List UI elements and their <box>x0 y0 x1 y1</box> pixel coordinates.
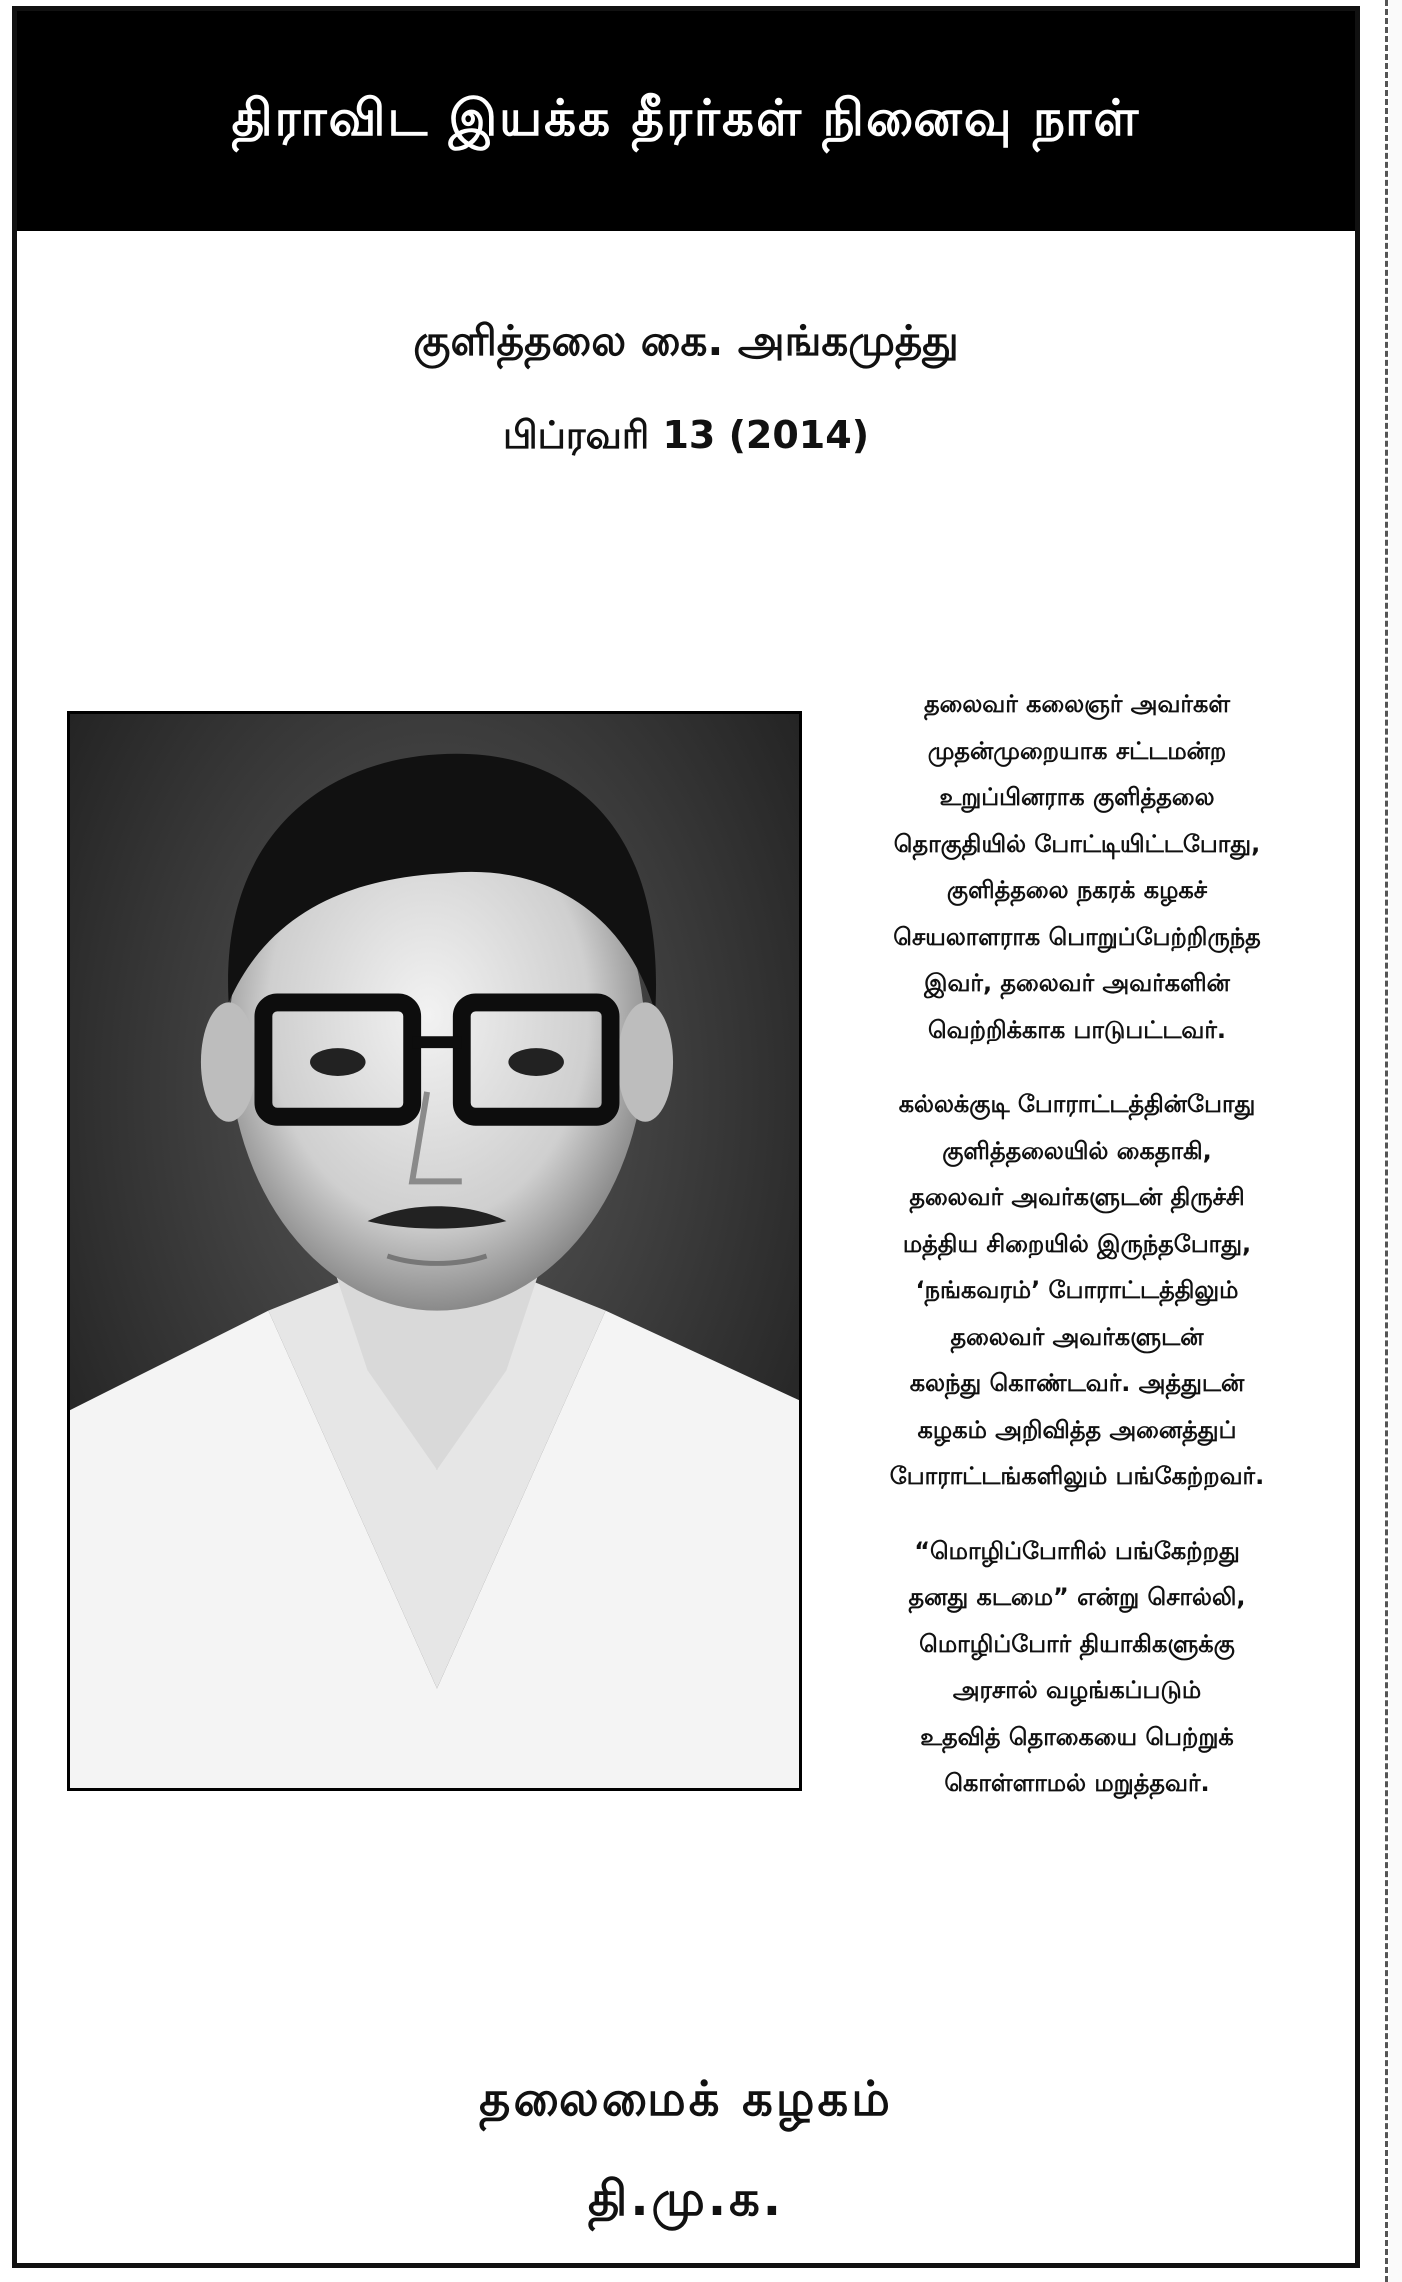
bio-line: செயலாளராக பொறுப்பேற்றிருந்த <box>893 922 1261 951</box>
bio-line: வெற்றிக்காக பாடுபட்டவர். <box>927 1015 1227 1044</box>
banner-title: திராவிட இயக்க தீரர்கள் நினைவு நாள் <box>231 88 1141 147</box>
bio-line: முதன்முறையாக சட்டமன்ற <box>927 736 1227 765</box>
memorial-date: பிப்ரவரி 13 (2014) <box>502 413 870 457</box>
bio-line: கலந்து கொண்டவர். அத்துடன் <box>909 1369 1245 1397</box>
issuing-organization: தலைமைக் கழகம் <box>479 2071 893 2127</box>
title-banner <box>17 11 1355 231</box>
bio-line: இவர், தலைவர் அவர்களின் <box>924 969 1230 997</box>
advertisement-frame <box>12 6 1360 2268</box>
bio-line: கல்லக்குடி போராட்டத்தின்போது <box>898 1090 1256 1118</box>
bio-line: தலைவர் கலைஞர் அவர்கள் <box>924 690 1230 718</box>
bio-line: குளித்தலையில் கைதாகி, <box>942 1136 1212 1165</box>
party-name: தி.மு.க. <box>587 2171 785 2227</box>
bio-line: மொழிப்போர் தியாகிகளுக்கு <box>919 1629 1235 1658</box>
portrait-illustration <box>70 714 799 1788</box>
portrait-photo <box>67 711 802 1791</box>
bio-line: தலைவர் அவர்களுடன் <box>950 1322 1204 1351</box>
biography <box>807 681 1347 1835</box>
bio-paragraph-3 <box>807 1528 1347 1807</box>
adjacent-column-scrap <box>1389 0 1402 2282</box>
bio-line: உதவித் தொகையை பெற்றுக் <box>920 1722 1234 1751</box>
bio-line: உறுப்பினராக குளித்தலை <box>939 783 1215 811</box>
bio-line: தொகுதியில் போட்டியிட்டபோது, <box>893 829 1261 858</box>
bio-line: கொள்ளாமல் மறுத்தவர். <box>944 1769 1210 1797</box>
person-name: குளித்தலை கை. அங்கமுத்து <box>413 316 959 365</box>
bio-line: கழகம் அறிவித்த அனைத்துப் <box>917 1415 1237 1444</box>
bio-line: போராட்டங்களிலும் பங்கேற்றவர். <box>889 1462 1265 1490</box>
cut-line <box>1385 0 1388 2282</box>
bio-paragraph-1 <box>807 681 1347 1053</box>
bio-line: ‘நங்கவரம்’ போராட்டத்திலும் <box>915 1276 1239 1304</box>
bio-line: தனது கடமை” என்று சொல்லி, <box>908 1583 1246 1611</box>
bio-line: அரசால் வழங்கப்படும் <box>952 1676 1202 1704</box>
bio-line: மத்திய சிறையில் இருந்தபோது, <box>902 1229 1252 1258</box>
bio-paragraph-2 <box>807 1081 1347 1500</box>
bio-line: “மொழிப்போரில் பங்கேற்றது <box>914 1536 1240 1565</box>
bio-line: தலைவர் அவர்களுடன் திருச்சி <box>909 1183 1245 1211</box>
bio-line: குளித்தலை நகரக் கழகச் <box>946 876 1208 904</box>
